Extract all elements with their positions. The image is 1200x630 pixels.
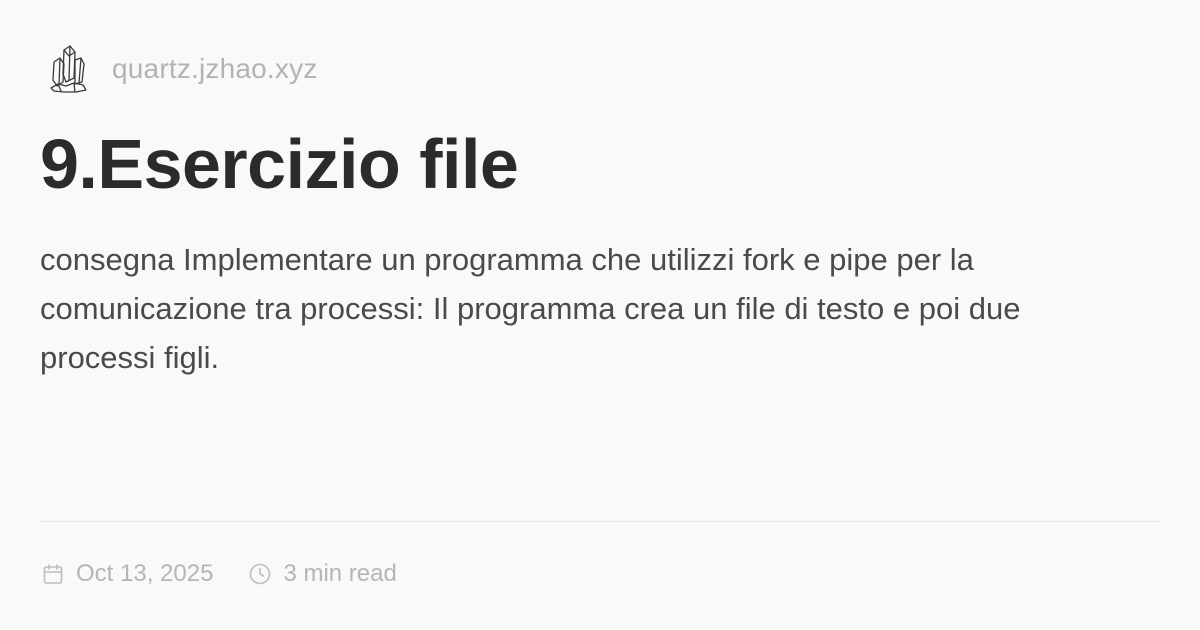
divider [40, 521, 1160, 522]
page-meta [40, 556, 397, 592]
crystal-cluster-icon [40, 41, 96, 97]
site-header [40, 40, 318, 98]
page-description: consegna Implementare un programma che utilizzi fork e pipe per la comunicazione tra processi: Il programma crea un file di testo e poi due processi figli. [40, 242, 1021, 375]
reading-time [247, 560, 396, 588]
og-card [40, 40, 1160, 590]
publish-date-text: Oct 13, 2025 [76, 560, 214, 587]
publish-date [40, 560, 213, 588]
reading-time-text: 3 min read [283, 560, 397, 587]
site-name[interactable]: quartz.jzhao.xyz [112, 53, 318, 84]
calendar-icon [40, 561, 66, 587]
clock-icon [247, 561, 273, 587]
page-title: 9.Esercizio file [40, 125, 519, 203]
